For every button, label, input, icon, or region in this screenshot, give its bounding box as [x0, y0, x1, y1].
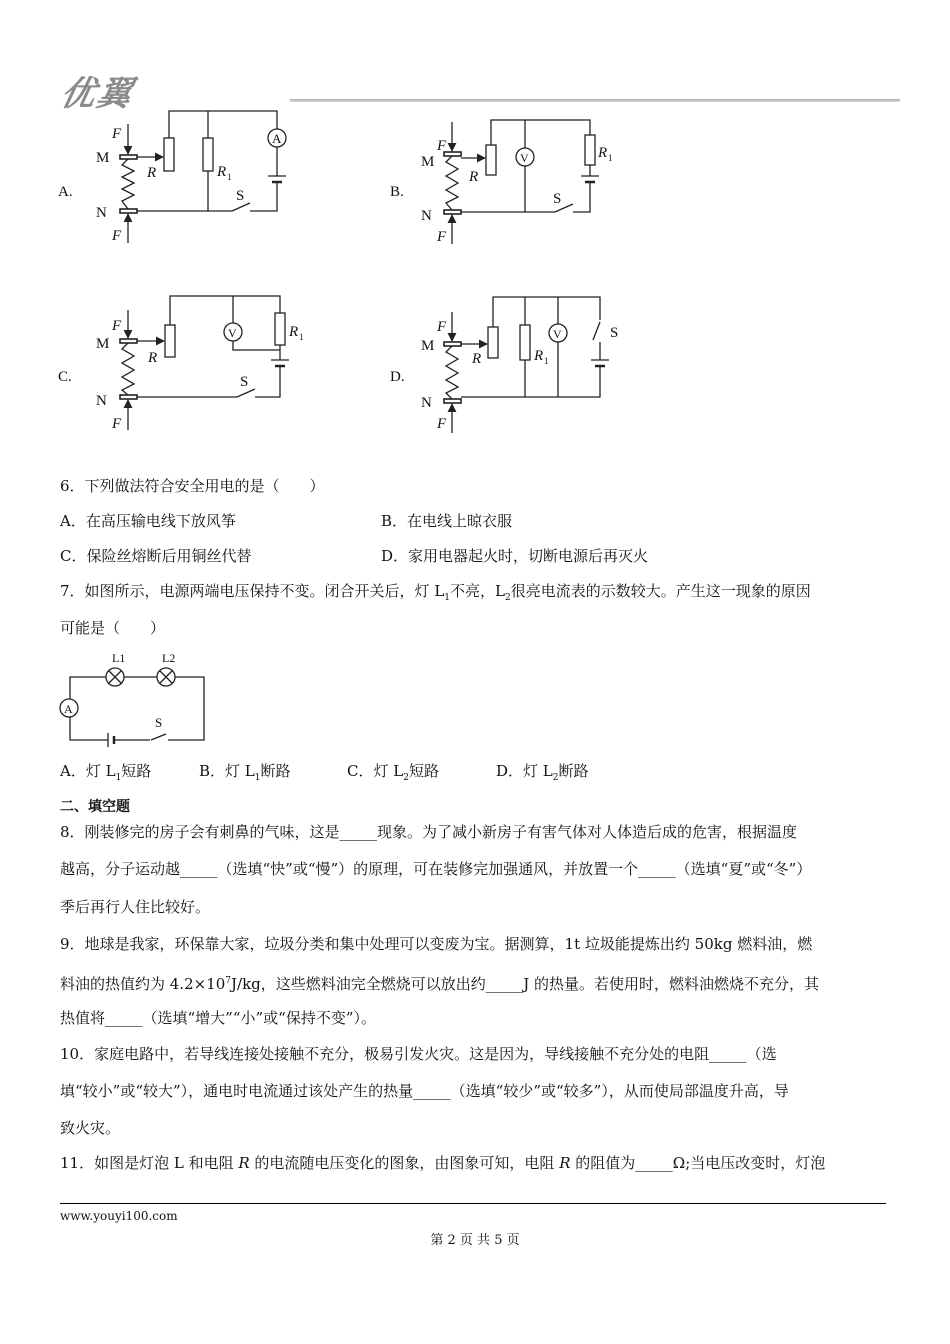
q7-option-c: C．灯 $L_2$短路: [347, 762, 439, 783]
svg-text:V: V: [553, 327, 562, 341]
svg-text:S: S: [155, 715, 163, 730]
svg-text:R: R: [217, 164, 227, 180]
q8-line2: 越高，分子运动越_____（选填“快”或“慢”）的原理，可在装修完加强通风，并放置一个_____（选填“夏”或“冬”）: [60, 860, 812, 878]
svg-text:M: M: [96, 150, 110, 166]
footer-divider: [60, 1203, 886, 1204]
svg-text:F: F: [437, 229, 447, 245]
option-letter: A.: [58, 184, 73, 200]
svg-text:F: F: [112, 416, 122, 432]
svg-text:R: R: [534, 348, 544, 364]
svg-text:S: S: [240, 374, 249, 390]
circuit-option-b: [390, 120, 613, 245]
svg-text:M: M: [421, 154, 435, 170]
svg-text:R: R: [148, 350, 158, 366]
svg-text:M: M: [421, 338, 435, 354]
svg-text:M: M: [96, 336, 110, 352]
circuit-option-a: [58, 111, 286, 244]
q7-option-d: D．灯 $L_2$断路: [496, 762, 589, 783]
svg-text:N: N: [96, 205, 107, 221]
q6-option-c: C．保险丝熔断后用铜丝代替: [60, 547, 252, 565]
svg-text:R: R: [289, 324, 299, 340]
svg-text:1: 1: [299, 332, 304, 342]
q7-option-b: B．灯 $L_1$断路: [199, 762, 291, 783]
svg-text:1: 1: [608, 153, 613, 163]
q6-option-a: A．在高压输电线下放风筝: [60, 512, 236, 530]
svg-text:F: F: [437, 416, 447, 432]
svg-text:N: N: [421, 395, 432, 411]
q8-line3: 季后再行人住比较好。: [60, 898, 211, 916]
q6-option-b: B．在电线上晾衣服: [381, 512, 513, 530]
svg-text:V: V: [228, 326, 237, 340]
q6-option-d: D．家用电器起火时，切断电源后再灭火: [381, 547, 649, 565]
q10-line1: 10．家庭电路中，若导线连接处接触不充分，极易引发火灾。这是因为，导线接触不充分处的电阻_____（选: [60, 1045, 777, 1063]
q7-stem: 7．如图所示，电源两端电压保持不变。闭合开关后，灯 $L_1$不亮，$L_2$很亮电流表的示数较大。产生这一现象的原因: [60, 582, 811, 603]
svg-text:A: A: [272, 131, 282, 146]
q6-stem: 6．下列做法符合安全用电的是（ ）: [60, 477, 325, 495]
q7-circuit: [60, 651, 204, 747]
page-number: 第 2 页 共 5 页: [430, 1233, 520, 1248]
circuit-option-c: [58, 296, 304, 432]
footer-url[interactable]: www.youyi100.com: [60, 1209, 178, 1223]
svg-text:A: A: [64, 702, 73, 716]
q9-line2: 料油的热值约为 $4.2\times 10^7J/kg$，这些燃料油完全燃烧可以放出约_____J 的热量。若使用时，燃料油燃烧不充分，其: [60, 975, 820, 993]
svg-text:S: S: [553, 191, 562, 207]
circuit-option-d: [390, 297, 618, 433]
svg-text:F: F: [437, 138, 447, 154]
option-letter: D.: [390, 369, 405, 385]
svg-text:F: F: [437, 319, 447, 335]
svg-text:N: N: [421, 208, 432, 224]
q9-line3: 热值将_____（选填“增大”“小”或“保持不变”）。: [60, 1009, 377, 1027]
svg-text:R: R: [469, 169, 479, 185]
q10-line2: 填“较小”或“较大”），通电时电流通过该处产生的热量_____（选填“较少”或“较多”），从而使局部温度升高，导: [60, 1082, 789, 1100]
svg-text:F: F: [112, 318, 122, 334]
logo: 优翼: [57, 74, 138, 114]
section-heading: 二、填空题: [60, 799, 130, 815]
svg-text:L1: L1: [112, 651, 126, 665]
q11-line1: 11．如图是灯泡 L 和电阻 R 的电流随电压变化的图象，由图象可知，电阻 R 的阻值为_____Ω;当电压改变时，灯泡: [60, 1154, 826, 1172]
svg-text:V: V: [520, 151, 529, 165]
svg-text:R: R: [472, 351, 482, 367]
option-letter: C.: [58, 369, 72, 385]
svg-text:F: F: [112, 126, 122, 142]
q7-option-a: A．灯 $L_1$短路: [60, 762, 152, 783]
q8-line1: 8．刚装修完的房子会有刺鼻的气味，这是_____现象。为了减小新房子有害气体对人体造后成的危害，根据温度: [60, 823, 798, 841]
option-letter: B.: [390, 184, 404, 200]
svg-text:S: S: [610, 325, 619, 341]
svg-text:S: S: [236, 188, 245, 204]
svg-text:1: 1: [544, 356, 549, 366]
svg-text:F: F: [112, 228, 122, 244]
svg-text:R: R: [147, 165, 157, 181]
svg-text:N: N: [96, 393, 107, 409]
svg-text:L2: L2: [162, 651, 176, 665]
q9-line1: 9．地球是我家，环保靠大家，垃圾分类和集中处理可以变废为宝。据测算，1t 垃圾能提炼出约 50kg 燃料油，燃: [60, 935, 813, 953]
q10-line3: 致火灾。: [60, 1119, 121, 1137]
svg-text:R: R: [598, 145, 608, 161]
q7-stem-line2: 可能是（ ）: [60, 619, 166, 637]
svg-text:1: 1: [227, 172, 232, 182]
